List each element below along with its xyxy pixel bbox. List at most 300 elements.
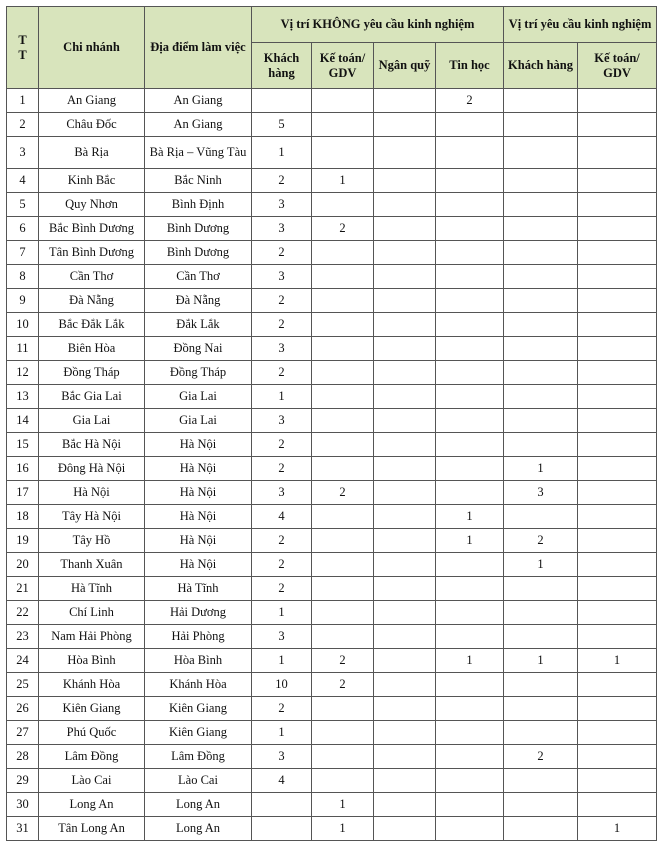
branch-name: Đông Hà Nội: [39, 457, 145, 481]
accounting-count: [312, 625, 374, 649]
accounting-count: [312, 337, 374, 361]
customer-count: 3: [252, 409, 312, 433]
customer-exp-count: [504, 313, 578, 337]
accounting-count: [312, 433, 374, 457]
accounting-exp-count: [578, 505, 657, 529]
branch-name: Kinh Bắc: [39, 169, 145, 193]
row-number: 7: [7, 241, 39, 265]
table-row: [7, 529, 657, 553]
customer-exp-count: [504, 577, 578, 601]
accounting-exp-count: [578, 265, 657, 289]
customer-exp-count: [504, 793, 578, 817]
work-location: Bắc Ninh: [145, 169, 252, 193]
customer-count: 3: [252, 625, 312, 649]
customer-exp-count: [504, 241, 578, 265]
work-location: An Giang: [145, 113, 252, 137]
accounting-exp-count: [578, 553, 657, 577]
row-number: 24: [7, 649, 39, 673]
accounting-exp-count: [578, 337, 657, 361]
work-location: Hà Nội: [145, 433, 252, 457]
customer-count: [252, 793, 312, 817]
accounting-exp-count: [578, 193, 657, 217]
work-location: Hà Nội: [145, 457, 252, 481]
header-group-experience: Vị trí yêu cầu kinh nghiệm: [504, 7, 657, 43]
treasury-count: [374, 385, 436, 409]
work-location: Đà Nẵng: [145, 289, 252, 313]
treasury-count: [374, 673, 436, 697]
customer-exp-count: [504, 673, 578, 697]
work-location: Đồng Tháp: [145, 361, 252, 385]
table-row: [7, 433, 657, 457]
customer-exp-count: 1: [504, 649, 578, 673]
table-row: [7, 241, 657, 265]
work-location: Khánh Hòa: [145, 673, 252, 697]
row-number: 16: [7, 457, 39, 481]
row-number: 29: [7, 769, 39, 793]
treasury-count: [374, 113, 436, 137]
accounting-exp-count: [578, 409, 657, 433]
header-it: Tin học: [436, 43, 504, 89]
customer-count: 1: [252, 385, 312, 409]
it-count: [436, 481, 504, 505]
accounting-exp-count: [578, 169, 657, 193]
it-count: 1: [436, 649, 504, 673]
customer-count: 2: [252, 169, 312, 193]
accounting-count: [312, 241, 374, 265]
table-row: [7, 89, 657, 113]
it-count: [436, 137, 504, 169]
work-location: Bình Dương: [145, 217, 252, 241]
branch-name: Thanh Xuân: [39, 553, 145, 577]
it-count: [436, 409, 504, 433]
accounting-exp-count: [578, 361, 657, 385]
it-count: [436, 313, 504, 337]
customer-exp-count: [504, 193, 578, 217]
customer-exp-count: [504, 721, 578, 745]
customer-count: 1: [252, 601, 312, 625]
accounting-count: [312, 137, 374, 169]
row-number: 6: [7, 217, 39, 241]
accounting-count: [312, 385, 374, 409]
treasury-count: [374, 481, 436, 505]
table-body: [7, 89, 657, 841]
accounting-exp-count: [578, 625, 657, 649]
work-location: Bình Dương: [145, 241, 252, 265]
work-location: Bình Định: [145, 193, 252, 217]
table-row: [7, 289, 657, 313]
row-number: 14: [7, 409, 39, 433]
customer-count: 5: [252, 113, 312, 137]
treasury-count: [374, 313, 436, 337]
row-number: 3: [7, 137, 39, 169]
accounting-exp-count: [578, 433, 657, 457]
customer-count: [252, 89, 312, 113]
branch-name: Bắc Hà Nội: [39, 433, 145, 457]
treasury-count: [374, 265, 436, 289]
it-count: 2: [436, 89, 504, 113]
branch-name: Lào Cai: [39, 769, 145, 793]
header-customer-exp: Khách hàng: [504, 43, 578, 89]
row-number: 17: [7, 481, 39, 505]
customer-exp-count: 1: [504, 553, 578, 577]
accounting-exp-count: [578, 673, 657, 697]
work-location: Đồng Nai: [145, 337, 252, 361]
table-row: [7, 481, 657, 505]
customer-exp-count: [504, 409, 578, 433]
row-number: 12: [7, 361, 39, 385]
branch-name: Tây Hà Nội: [39, 505, 145, 529]
work-location: Gia Lai: [145, 409, 252, 433]
treasury-count: [374, 169, 436, 193]
table-row: [7, 217, 657, 241]
treasury-count: [374, 89, 436, 113]
table-row: [7, 793, 657, 817]
work-location: Long An: [145, 793, 252, 817]
branch-name: Hà Tĩnh: [39, 577, 145, 601]
row-number: 5: [7, 193, 39, 217]
customer-count: 4: [252, 769, 312, 793]
recruitment-table: [6, 6, 657, 841]
it-count: [436, 217, 504, 241]
customer-count: 2: [252, 241, 312, 265]
work-location: Hà Nội: [145, 481, 252, 505]
treasury-count: [374, 241, 436, 265]
row-number: 4: [7, 169, 39, 193]
branch-name: Bắc Gia Lai: [39, 385, 145, 409]
customer-count: 3: [252, 337, 312, 361]
table-row: [7, 457, 657, 481]
accounting-exp-count: [578, 217, 657, 241]
customer-exp-count: 3: [504, 481, 578, 505]
row-number: 19: [7, 529, 39, 553]
accounting-exp-count: 1: [578, 817, 657, 841]
branch-name: Quy Nhơn: [39, 193, 145, 217]
it-count: [436, 817, 504, 841]
it-count: [436, 697, 504, 721]
work-location: Gia Lai: [145, 385, 252, 409]
table-row: [7, 361, 657, 385]
row-number: 11: [7, 337, 39, 361]
branch-name: Khánh Hòa: [39, 673, 145, 697]
branch-name: Hòa Bình: [39, 649, 145, 673]
customer-exp-count: [504, 289, 578, 313]
table-row: [7, 745, 657, 769]
table-row: [7, 625, 657, 649]
treasury-count: [374, 697, 436, 721]
accounting-count: [312, 529, 374, 553]
work-location: Kiên Giang: [145, 697, 252, 721]
treasury-count: [374, 193, 436, 217]
accounting-count: [312, 409, 374, 433]
header-accounting: Kế toán/ GDV: [312, 43, 374, 89]
treasury-count: [374, 361, 436, 385]
accounting-exp-count: [578, 697, 657, 721]
customer-exp-count: [504, 361, 578, 385]
it-count: [436, 289, 504, 313]
accounting-count: [312, 721, 374, 745]
accounting-count: [312, 553, 374, 577]
accounting-count: 1: [312, 793, 374, 817]
accounting-exp-count: [578, 601, 657, 625]
table-row: [7, 169, 657, 193]
customer-exp-count: [504, 625, 578, 649]
row-number: 13: [7, 385, 39, 409]
treasury-count: [374, 625, 436, 649]
table-row: [7, 769, 657, 793]
branch-name: Cần Thơ: [39, 265, 145, 289]
row-number: 30: [7, 793, 39, 817]
row-number: 18: [7, 505, 39, 529]
table-row: [7, 409, 657, 433]
it-count: [436, 361, 504, 385]
header-tt: T T: [7, 7, 39, 89]
header-customer: Khách hàng: [252, 43, 312, 89]
customer-exp-count: [504, 505, 578, 529]
branch-name: Tân Bình Dương: [39, 241, 145, 265]
row-number: 21: [7, 577, 39, 601]
table-row: [7, 577, 657, 601]
customer-exp-count: [504, 137, 578, 169]
treasury-count: [374, 433, 436, 457]
accounting-count: [312, 313, 374, 337]
treasury-count: [374, 337, 436, 361]
work-location: Lào Cai: [145, 769, 252, 793]
treasury-count: [374, 745, 436, 769]
work-location: Kiên Giang: [145, 721, 252, 745]
customer-count: 2: [252, 529, 312, 553]
customer-count: 3: [252, 745, 312, 769]
work-location: Hà Nội: [145, 553, 252, 577]
header-group-no-experience: Vị trí KHÔNG yêu cầu kinh nghiệm: [252, 7, 504, 43]
treasury-count: [374, 817, 436, 841]
row-number: 1: [7, 89, 39, 113]
customer-exp-count: 2: [504, 529, 578, 553]
table-row: [7, 817, 657, 841]
customer-count: 2: [252, 433, 312, 457]
branch-name: Đồng Tháp: [39, 361, 145, 385]
customer-exp-count: [504, 697, 578, 721]
work-location: Hòa Bình: [145, 649, 252, 673]
accounting-exp-count: [578, 769, 657, 793]
customer-count: 2: [252, 577, 312, 601]
table-row: [7, 385, 657, 409]
customer-exp-count: [504, 113, 578, 137]
it-count: [436, 625, 504, 649]
it-count: [436, 265, 504, 289]
branch-name: Long An: [39, 793, 145, 817]
row-number: 8: [7, 265, 39, 289]
table-row: [7, 721, 657, 745]
treasury-count: [374, 793, 436, 817]
customer-count: 1: [252, 721, 312, 745]
treasury-count: [374, 409, 436, 433]
row-number: 22: [7, 601, 39, 625]
accounting-count: [312, 457, 374, 481]
accounting-exp-count: [578, 137, 657, 169]
treasury-count: [374, 217, 436, 241]
work-location: Lâm Đồng: [145, 745, 252, 769]
customer-count: 2: [252, 457, 312, 481]
branch-name: Đà Nẵng: [39, 289, 145, 313]
customer-count: 2: [252, 313, 312, 337]
customer-count: 1: [252, 649, 312, 673]
it-count: [436, 769, 504, 793]
branch-name: Bắc Đắk Lắk: [39, 313, 145, 337]
customer-count: 2: [252, 697, 312, 721]
it-count: [436, 241, 504, 265]
branch-name: Phú Quốc: [39, 721, 145, 745]
it-count: [436, 433, 504, 457]
table-header: [7, 7, 657, 89]
treasury-count: [374, 601, 436, 625]
row-number: 31: [7, 817, 39, 841]
it-count: [436, 169, 504, 193]
it-count: 1: [436, 529, 504, 553]
branch-name: Biên Hòa: [39, 337, 145, 361]
work-location: Hải Dương: [145, 601, 252, 625]
customer-count: 3: [252, 481, 312, 505]
work-location: Long An: [145, 817, 252, 841]
accounting-exp-count: [578, 481, 657, 505]
branch-name: Chí Linh: [39, 601, 145, 625]
it-count: [436, 457, 504, 481]
header-treasury: Ngân quỹ: [374, 43, 436, 89]
table-row: [7, 265, 657, 289]
branch-name: Bắc Bình Dương: [39, 217, 145, 241]
accounting-count: [312, 193, 374, 217]
row-number: 2: [7, 113, 39, 137]
row-number: 27: [7, 721, 39, 745]
accounting-exp-count: [578, 313, 657, 337]
it-count: 1: [436, 505, 504, 529]
it-count: [436, 745, 504, 769]
row-number: 20: [7, 553, 39, 577]
accounting-exp-count: 1: [578, 649, 657, 673]
accounting-count: 2: [312, 217, 374, 241]
accounting-count: [312, 745, 374, 769]
row-number: 25: [7, 673, 39, 697]
branch-name: Bà Rịa: [39, 137, 145, 169]
customer-exp-count: [504, 89, 578, 113]
it-count: [436, 601, 504, 625]
accounting-exp-count: [578, 745, 657, 769]
work-location: Hà Nội: [145, 505, 252, 529]
treasury-count: [374, 721, 436, 745]
accounting-count: [312, 89, 374, 113]
accounting-exp-count: [578, 385, 657, 409]
it-count: [436, 553, 504, 577]
accounting-count: [312, 289, 374, 313]
row-number: 15: [7, 433, 39, 457]
it-count: [436, 721, 504, 745]
header-location: Địa điểm làm việc: [145, 7, 252, 89]
accounting-exp-count: [578, 457, 657, 481]
customer-count: 3: [252, 193, 312, 217]
customer-exp-count: [504, 217, 578, 241]
accounting-count: [312, 697, 374, 721]
work-location: Hà Tĩnh: [145, 577, 252, 601]
table-row: [7, 137, 657, 169]
customer-exp-count: [504, 337, 578, 361]
customer-exp-count: [504, 601, 578, 625]
work-location: An Giang: [145, 89, 252, 113]
branch-name: Châu Đốc: [39, 113, 145, 137]
accounting-count: 1: [312, 817, 374, 841]
customer-count: 3: [252, 265, 312, 289]
customer-count: 3: [252, 217, 312, 241]
accounting-count: [312, 769, 374, 793]
customer-count: 2: [252, 553, 312, 577]
table-row: [7, 673, 657, 697]
row-number: 10: [7, 313, 39, 337]
accounting-count: [312, 601, 374, 625]
row-number: 9: [7, 289, 39, 313]
branch-name: Hà Nội: [39, 481, 145, 505]
table-row: [7, 505, 657, 529]
customer-exp-count: [504, 817, 578, 841]
it-count: [436, 337, 504, 361]
accounting-count: [312, 361, 374, 385]
accounting-exp-count: [578, 721, 657, 745]
customer-count: 2: [252, 289, 312, 313]
accounting-count: [312, 265, 374, 289]
customer-exp-count: [504, 169, 578, 193]
it-count: [436, 193, 504, 217]
work-location: Hải Phòng: [145, 625, 252, 649]
branch-name: Tân Long An: [39, 817, 145, 841]
branch-name: Gia Lai: [39, 409, 145, 433]
treasury-count: [374, 649, 436, 673]
header-accounting-exp: Kế toán/ GDV: [578, 43, 657, 89]
accounting-exp-count: [578, 529, 657, 553]
treasury-count: [374, 505, 436, 529]
treasury-count: [374, 457, 436, 481]
branch-name: Tây Hồ: [39, 529, 145, 553]
table-row: [7, 553, 657, 577]
customer-exp-count: [504, 265, 578, 289]
accounting-count: [312, 505, 374, 529]
branch-name: Nam Hải Phòng: [39, 625, 145, 649]
table-row: [7, 193, 657, 217]
accounting-count: 2: [312, 481, 374, 505]
branch-name: Kiên Giang: [39, 697, 145, 721]
customer-count: 4: [252, 505, 312, 529]
treasury-count: [374, 289, 436, 313]
customer-count: 10: [252, 673, 312, 697]
table-row: [7, 649, 657, 673]
table-row: [7, 337, 657, 361]
accounting-count: 1: [312, 169, 374, 193]
customer-count: 2: [252, 361, 312, 385]
branch-name: An Giang: [39, 89, 145, 113]
accounting-count: [312, 577, 374, 601]
treasury-count: [374, 137, 436, 169]
branch-name: Lâm Đồng: [39, 745, 145, 769]
treasury-count: [374, 577, 436, 601]
it-count: [436, 577, 504, 601]
customer-exp-count: [504, 385, 578, 409]
it-count: [436, 113, 504, 137]
it-count: [436, 793, 504, 817]
accounting-exp-count: [578, 793, 657, 817]
accounting-count: 2: [312, 649, 374, 673]
treasury-count: [374, 769, 436, 793]
accounting-exp-count: [578, 577, 657, 601]
work-location: Bà Rịa – Vũng Tàu: [145, 137, 252, 169]
customer-exp-count: [504, 769, 578, 793]
customer-exp-count: 1: [504, 457, 578, 481]
accounting-exp-count: [578, 89, 657, 113]
